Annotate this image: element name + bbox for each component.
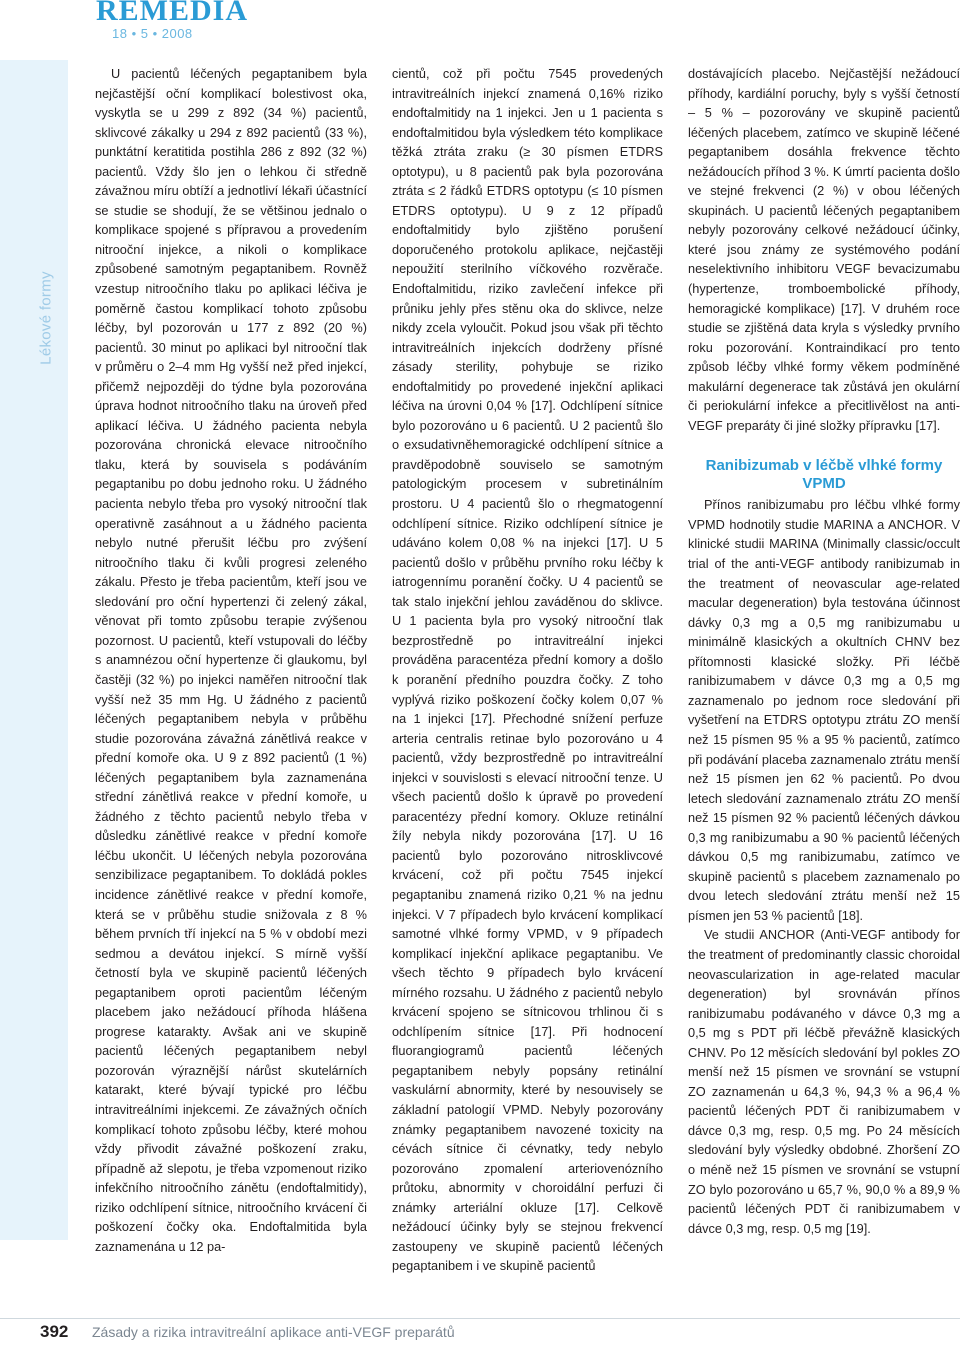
paragraph: Ve studii ANCHOR (Anti-VEGF antibody for the treatment of predominantly classic choroidal neovascularization in age-related macular degeneration) byl srovnáván přínos ranibizumabu podávaného v dávce 0,3 mg a 0,5 mg s PDT při léčbě převážně klasických CHNV. Po 12 měsících sledování byl pokles ZO menší než 15 písmen ve srovnání se vstupní ZO zaznamenán u 64,3 %, 94,3 % a 96,4 % pacientů léčených PDT či ranibizumabem v dávce 0,3 mg, resp. 0,5 mg. Po 24 měsících sledování byly výsledky obdobné. Zhoršení ZO o méně než 15 písmen ve srovnání se vstupní ZO bylo pozorováno u 65,7 %, 90,0 % a 89,9 % pacientů léčených PDT či ranibizumabem v dávce 0,3 mg, resp. 0,5 mg [19]. <box>688 927 960 1236</box>
paragraph: dostávajících placebo. Nejčastější nežádoucí příhody, kardiální poruchy, byly s vyšší četností – 5 % – pozorovány ve skupině pacientů léčených placebem, zatímco ve skupině léčené pegaptanibem dosáhla frekvence těchto nežádoucích příhod 3 %. K úmrtí pacienta došlo ve stejné frekvenci (2 %) v obou léčených skupinách. U pacientů léčených pegaptanibem nebyly pozorovány celkové nežádoucí účinky, které jsou známy ze systémového podání neselektivního inhibitoru VEGF bevacizumabu (hypertenze, tromboembolické příhody, hemoragické komplikace) [17]. V druhém roce studie se zjištěná data kryla s výsledky prvního roku pozorování. Kontraindikací pro tento způsob léčby vlhké formy věkem podmíněné makulární degenerace tak zůstává jen okulární či periokulární infekce a přecitlivělost na anti-VEGF preparáty či jiné složky přípravku [17]. <box>688 66 960 433</box>
page-number: 392 <box>40 1322 69 1341</box>
text-column-2 <box>392 64 663 1304</box>
paragraph: cientů, což při počtu 7545 provedených intravitreálních injekcí znamená 0,16% riziko endoftalmitidy na 1 injekci. Jen u 1 pacienta s endoftalmitidou byla výsledkem této komplikace těžká ztráta zraku (≥ 30 písmen ETDRS optotypu), u 8 pacientů pak byla pozorována ztráta ≤ 2 řádků ETDRS optotypu (≤ 10 písmen ETDRS optotypu). U 9 z 12 případů endoftalmitidy bylo zjištěno porušení doporučeného protokolu aplikace, nejčastěji nepoužití sterilního víčkového rozvěrače. Endoftalmitidu, riziko zavlečení infekce při průniku jehly přes stěnu oka do sklivce, nelze nikdy zcela vyloučit. Pokud jsou však při těchto intravitreálních injekcích dodrženy přísné zásady sterility, pohybuje se riziko endoftalmitidy po provedené injekční aplikaci léčiva na úrovni 0,04 % [17]. Odchlípení sítnice bylo pozorováno u 6 pacientů. U 2 pacientů šlo o exsudativněhemoragické odchlípení sítnice a pravděpodobně souviselo se samotným patologickým procesem v subretinálním prostoru. U 4 pacientů šlo o rhegmatogenní odchlípení sítnice. Rizikо odchlípení sítnice je udáváno kolem 0,08 % na injekci [17]. U 5 pacientů došlo v průběhu prvního roku léčby k iatrogennímu poranění čočky. U 4 pacientů se tak stalo injekční jehlou zaváděnou do sklivce. U 1 pacienta byla pro vysoký nitrooční tlak bezprostředně po intravitreální injekci prováděna paracentéza přední komory a došlo k poranění předního pouzdra čočky. Z toho vyplývá riziko poškození čočky kolem 0,07 % na 1 injekci [17]. Přechodné snížení perfuze arteria centralis retinae bylo pozorováno u 4 pacientů, vždy bezprostředně po intravitreální injekci v souvislosti s elevací nitrooční tenze. U všech pacientů došlo k úpravě po provedení paracentézy přední komory. Okluze retinální žíly nebyla nikdy pozorována [17]. U 16 pacientů bylo pozorováno nitrosklivcové krvácení, což při počtu 7545 injekcí pegaptanibu znamená riziko 0,21 % na jednu injekci. V 7 případech bylo krvácení komplikací samotné vlhké formy VPMD, v 9 případech komplikací injekční aplikace pegaptanibu. Ve všech těchto 9 případech bylo krvácení mírného rozsahu. U žádného z pacientů nebylo krvácení spojeno se sítnicovou trhlinou či s odchlípením sítnice [17]. Při hodnocení fluorangiogramů pacientů léčených pegaptanibem nebyly popsány retinální vaskulární abnormity, které by nesouvisely se základní patologií VPMD. Nebyly pozorovány známky pegaptanibem navozené toxicity na cévách sítnice či cévnatky, tedy nebylo pozorováno zpomalení arteriovenózního průtoku, abnormity v choroidální perfuzi či známky arteriální okluze [17]. Celkově nežádoucí účinky byly se stejnou frekvencí zastoupeny ve skupině pacientů léčených pegaptanibem i ve skupině pacientů <box>392 66 663 1274</box>
section-side-tab <box>0 60 68 1240</box>
paragraph: U pacientů léčených pegaptanibem byla nejčastější oční komplikací bolestivost oka, vyskytla se u 299 z 892 (34 %) pacientů, sklivcové zákalky u 294 z 892 pacientů (33 %), punktátní keratitida postihla 286 z 892 (32 %) pacientů. Vždy šlo jen o lehkou či středně závažnou míru obtíží a jednotliví lékaři účastnící se studie se shodují, že se většinou jednalo o komplikace spojené s přípravou a provedením nitrooční injekce, a nikoli o komplikace způsobené samotným pegaptanibem. Rovněž vzestup nitroočního tlaku po aplikaci léčiva je poměrně častou komplikací tohoto způsobu léčby, byl pozorován u 177 z 892 (20 %) pacientů. 30 minut po aplikaci byl nitrooční tlak v průměru o 2–4 mm Hg vyšší než před injekcí, přičemž nejpozději do týdne byla pozorována úprava hodnot nitroočního tlaku na úroveň před aplikací léčiva. U žádného pacienta nebyla pozorována chronická elevace nitroočního tlaku, která by souvisela s podáváním pegaptanibu po dobu jednoho roku. U žádného pacienta nebylo třeba pro vysoký nitrooční tlak operativně zasáhnout a u žádného pacienta nebylo nutné přerušit léčbu pro zvýšení nitroočního tlaku či kvůli progresi zeleného zákalu. Přesto je třeba pacientům, kteří jsou ve sledování pro oční hypertenzi či zelený zákal, věnovat při tomto způsobu terapie zvýšenou pozornost. U pacientů, kteří vstupovali do léčby s anamnézou oční hypertenze či glaukomu, byl častěji (32 %) po injekci naměřen nitrooční tlak vyšší než 35 mm Hg. U žádného z pacientů léčených pegaptanibem nebyla v průběhu studie pozorována závažná zánětlivá reakce v přední komoře oka. U 9 z 892 pacientů (1 %) léčených pegaptanibem byla zaznamenána střední zánětlivá reakce v přední komoře, u žádného z těchto pacientů nebylo třeba v důsledku zánětlivé reakce v přední komoře léčbu ukončit. U léčených nebyla pozorována senzibilizace pegaptanibem. To dokládá pokles incidence zánětlivé reakce v přední komoře, která se v průběhu studie snižovala z 8 % během prvních tří injekcí na 5 % v období mezi sedmou a devátou injekcí. S mírně vyšší četností byla ve skupině pacientů léčených pegaptanibem oproti pacientům léčeným placebem jako nežádoucí příhoda hlášena progrese katarakty. Avšak ani ve skupině pacientů léčených pegaptanibem nebyl pozorován výraznější nárůst skutelárních katarakt, které bývají typické pro léčbu intravitreálními injekcemi. Ze závažných očních komplikací tohoto způsobu léčby, které mohou vždy přivodit závažné poškození zraku, případně až slepotu, je třeba vzpomenout riziko infekčního nitroočního zánětu (endoftalmitidy), riziko odchlípení sítnice, nitroočního krvácení či poškození čočky oka. Endoftalmitida byla zaznamenána u 12 pa- <box>95 66 367 1254</box>
journal-logo: REMEDIA <box>96 0 249 27</box>
section-heading: Ranibizumab v léčbě vlhké formy VPMD <box>705 457 943 493</box>
running-title: Zásady a rizika intravitreální aplikace anti-VEGF preparátů <box>92 1324 455 1340</box>
footer-divider <box>0 1318 960 1319</box>
text-column-1 <box>95 64 367 1304</box>
section-label: Lékové formy <box>37 271 55 365</box>
paragraph: Přínos ranibizumabu pro léčbu vlhké formy VPMD hodnotily studie MARINA a ANCHOR. V klinické studii MARINA (Minimally classic/occult trial of the anti-VEGF antibody ranibizumab in the treatment of neovascular age-related macular degeneration) byla testována účinnost dávky 0,3 mg a 0,5 mg ranibizumabu u minimálně klasických a okultních CHNV bez přítomnosti klasické složky. Při léčbě ranibizumabem v dávce 0,3 mg a 0,5 mg zaznamenalo po jednom roce sledování při vyšetření na ETDRS optotypu ztrátu ZO menší než 15 písmen 95 % a 95 % pacientů, zatímco při podávání placeba zaznamenalo ztrátu menší než 15 písmen jen 62 % pacientů. Po dvou letech sledování zaznamenalo ztrátu ZO menší než 15 písmen 92 % pacientů léčených dávkou 0,3 mg ranibizumabu a 90 % pacientů léčených dávkou 0,5 mg ranibizumabu, zatímco ve skupině pacientů s placebem zaznamenalo po dvou letech sledování ztrátu menší než 15 písmen jen 53 % pacientů [18]. <box>688 497 960 923</box>
text-column-3 <box>688 64 960 1304</box>
issue-number: 18 • 5 • 2008 <box>112 26 193 41</box>
